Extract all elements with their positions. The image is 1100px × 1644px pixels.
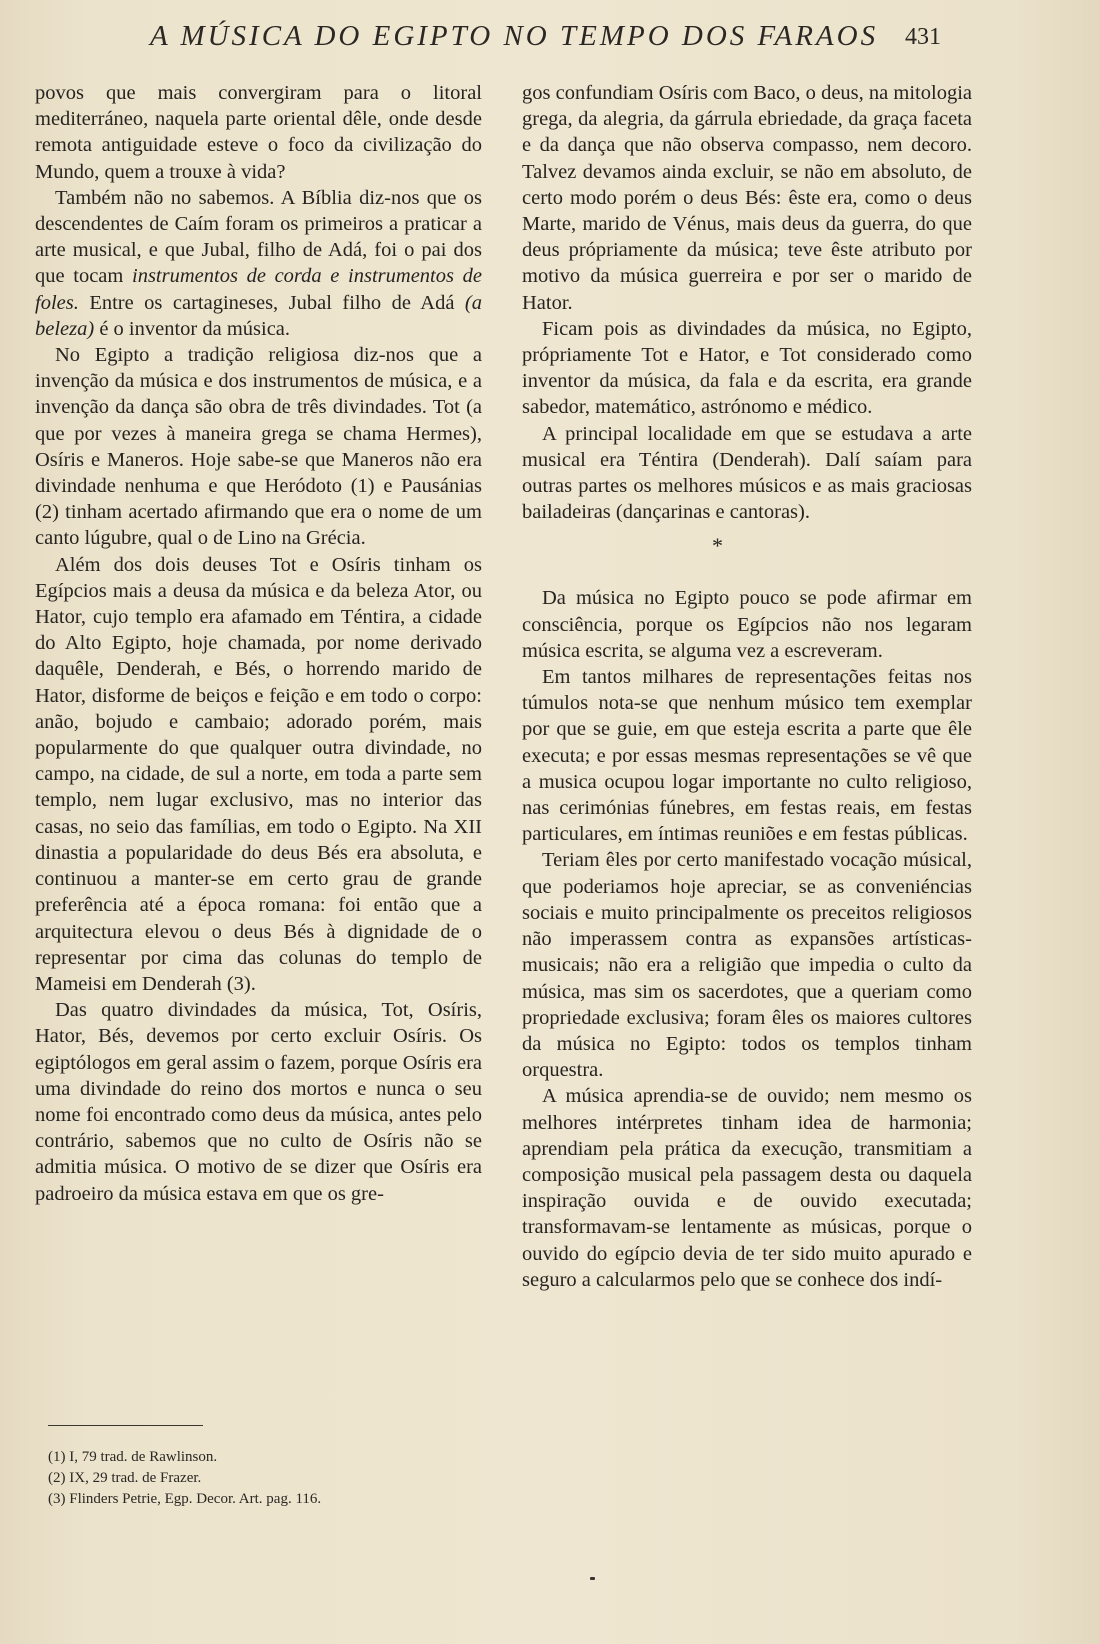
paragraph: [35, 185, 482, 342]
italic-text: instrumentos de corda e instrumentos de foles.: [35, 265, 482, 314]
paragraph: No Egipto a tradição religiosa diz-nos que a invenção da música e dos instrumentos de música, e a invenção da dança são obra de três divindades. Tot (a que por vezes à maneira grega se chama Hermes), Osíris e Maneros. Hoje sabe-se que Maneros não era divindade nenhuma e que Heródoto (1) e Pausánias (2) tinham acertado afirmando que era o nome de um canto lúgubre, qual o de Lino na Grécia.: [35, 344, 482, 550]
footnote: (3) Flinders Petrie, Egp. Decor. Art. pag. 116.: [48, 1491, 322, 1507]
text-run: Também não no sabemos. A Bíblia diz-nos que os descendentes de Caím foram os primeiros a praticar a arte musical, e que Jubal, filho de Adá, foi o pai dos que tocam: [35, 186, 482, 288]
page-number: 431: [905, 24, 941, 50]
paragraph: povos que mais convergiram para o litoral mediterráneo, naquela parte oriental dêle, onde desde remota antiguidade esteve o foco da civilização do Mundo, quem a trouxe à vida?: [35, 82, 482, 183]
paragraph: Ficam pois as divindades da música, no Egipto, própriamente Tot e Hator, e Tot considerado como inventor da música, da fala e da escrita, era grande sabedor, matemático, astrónomo e médico.: [522, 317, 972, 419]
running-title: A MÚSICA DO EGIPTO NO TEMPO DOS FARAOS: [150, 20, 879, 52]
paragraph: A música aprendia-se de ouvido; nem mesmo os melhores intérpretes tinham idea de harmonia; aprendiam pela prática da execução, transmitiam a composição musical pela passagem desta ou daquela inspiração ouvida e de ouvido executada; transformavam-se lentamente as músicas, porque o ouvido do egípcio devia de ter sido muito apurado e seguro a calcularmos pelo que se conhece dos indí-: [522, 1085, 972, 1291]
running-header: [150, 20, 970, 60]
paragraph: Além dos dois deuses Tot e Osíris tinham os Egípcios mais a deusa da música e da beleza Ator, ou Hator, cujo templo era afamado em Téntira, a cidade do Alto Egipto, hoje chamada, por nome derivado daquêle, Denderah, e Bés, o horrendo marido de Hator, disforme de beiços e feição e em todo o corpo: anão, bojudo e cambaio; adorado porém, mais popularmente do que qualquer outra divindade, no campo, na cidade, de sul a norte, em toda a parte sem templo, nem lugar exclusivo, mas no interior das casas, no seio das famílias, em todo o Egipto. Na XII dinastia a popularidade do deus Bés era absoluta, e continuou a manter-se em certo grau de grande preferência até a época romana: foi então que a arquitectura elevou o deus Bés à dignidade de o representar por cima das colunas do templo de Mameisi em Denderah (3).: [35, 553, 482, 995]
paragraph: Da música no Egipto pouco se pode afirmar em consciência, porque os Egípcios não nos legaram música escrita, se alguma vez a escreveram.: [522, 587, 972, 662]
paragraph: Das quatro divindades da música, Tot, Osíris, Hator, Bés, devemos por certo excluir Osíris. Os egiptólogos em geral assim o fazem, porque Osíris era uma divindade do reino dos mortos e nunca o seu nome foi encontrado como deus da música, antes pelo contrário, sabemos que no culto de Osíris não se admitia música. O motivo de se dizer que Osíris era padroeiro da música estava em que os gre-: [35, 999, 482, 1205]
footnote-rule: [48, 1425, 203, 1426]
footnote: (2) IX, 29 trad. de Frazer.: [48, 1470, 202, 1486]
right-column: [522, 80, 972, 1293]
footnote: (1) I, 79 trad. de Rawlinson.: [48, 1449, 218, 1465]
italic-text: (a beleza): [35, 291, 482, 340]
section-separator: *: [712, 533, 723, 559]
text-run: Entre os cartagineses, Jubal filho de Adá: [78, 291, 465, 314]
paragraph: Teriam êles por certo manifestado vocação músical, que poderiamos hoje apreciar, se as conveniéncias sociais e muito principalmente os preceitos religiosos não imperassem contra as expansões artísticas-musicais; não era a religião que impedia o culto da música, mas sim os sacerdotes, que a queriam como propriedade exclusiva; foram êles os maiores cultores da música no Egipto: todos os templos tinham orquestra.: [522, 849, 972, 1082]
paragraph: A principal localidade em que se estudava a arte musical era Téntira (Denderah). Dalí saíam para outras partes os melhores músicos e as mais graciosas bailadeiras (dançarinas e cantoras).: [522, 422, 972, 524]
left-column: [35, 80, 482, 1207]
footnotes: [48, 1447, 468, 1510]
print-mark: [590, 1577, 595, 1580]
text-run: é o inventor da música.: [94, 317, 291, 340]
paragraph: gos confundiam Osíris com Baco, o deus, na mitologia grega, da alegria, da gárrula ebriedade, da graça faceta e da dança que não observa compasso, nem decoro. Talvez devamos ainda excluir, se não em absoluto, de certo modo porém o deus Bés: êste era, como o deus Marte, marido de Vénus, mais deus da guerra, do que deus própriamente da música; teve êste atributo por motivo da música guerreira e por ser o marido de Hator.: [522, 82, 972, 314]
paragraph: Em tantos milhares de representações feitas nos túmulos nota-se que nenhum músico tem exemplar por que se guie, em que esteja escrita a parte que êle executa; e por essas mesmas representações se vê que a musica ocupou logar importante no culto religioso, nas cerimónias fúnebres, em festas reais, em festas particulares, em íntimas reuniões e em festas públicas.: [522, 666, 972, 846]
